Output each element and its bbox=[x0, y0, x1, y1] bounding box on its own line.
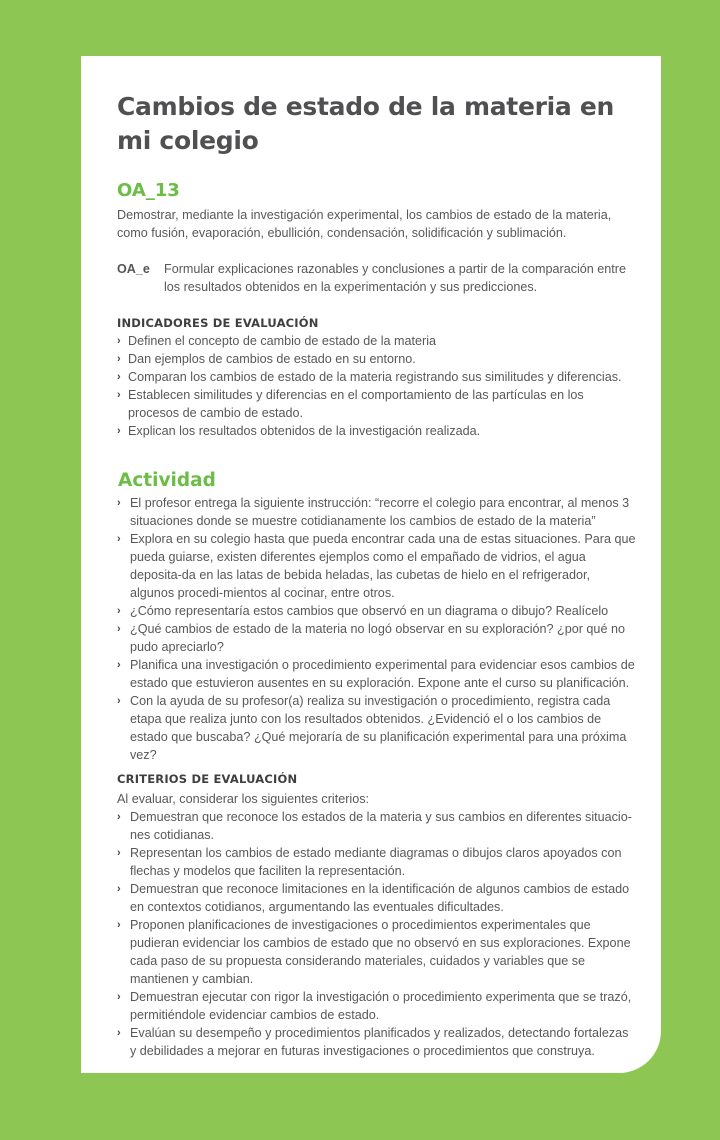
list-item: › El profesor entrega la siguiente instrucción: “recorre el colegio para encontrar, al menos 3 situaciones donde se muestre cotidianamente los cambios de estado de la materia” bbox=[117, 496, 630, 528]
objective-description: Demostrar, mediante la investigación experimental, los cambios de estado de la materia, como fusión, evaporación, ebullición, condensación, solidificación y sublimación. bbox=[117, 208, 612, 240]
list-item: › Explora en su colegio hasta que pueda encontrar cada una de estas situaciones. Para que pueda guiarse, existen diferentes ejemplos como el empañado de vidrios, el agua deposita-da en las latas de bebida heladas, las cubetas de hielo en el refrigerador, algunos procedi-mientos al cocinar, entre otros. bbox=[117, 532, 636, 600]
chevron-right-icon: › bbox=[117, 1027, 121, 1039]
list-item: › Explican los resultados obtenidos de la investigación realizada. bbox=[117, 424, 481, 438]
list-item: › ¿Cómo representaría estos cambios que observó en un diagrama o dibujo? Realícelo bbox=[117, 604, 609, 618]
chevron-right-icon: › bbox=[117, 991, 121, 1003]
list-item: › Demuestran que reconoce limitaciones en la identificación de algunos cambios de estado en contextos cotidianos, argumentando las eventuales dificultades. bbox=[117, 882, 630, 914]
list-item: › Definen el concepto de cambio de estado de la materia bbox=[117, 334, 437, 348]
chevron-right-icon: › bbox=[117, 811, 121, 823]
list-item: › Demuestran que reconoce los estados de la materia y sus cambios en diferentes situacio-nes cotidianas. bbox=[117, 810, 632, 842]
chevron-right-icon: › bbox=[117, 605, 121, 617]
criteria-heading: CRITERIOS DE EVALUACIÓN bbox=[117, 772, 298, 786]
chevron-right-icon: › bbox=[117, 497, 121, 509]
criteria-intro: Al evaluar, considerar los siguientes criterios: bbox=[117, 792, 369, 806]
list-item: › Establecen similitudes y diferencias en el comportamiento de las partículas en los procesos de cambio de estado. bbox=[117, 388, 584, 420]
chevron-right-icon: › bbox=[117, 353, 121, 365]
list-item: › Comparan los cambios de estado de la materia registrando sus similitudes y diferencias. bbox=[117, 370, 622, 384]
chevron-right-icon: › bbox=[117, 695, 121, 707]
list-item: › Dan ejemplos de cambios de estado en su entorno. bbox=[117, 352, 416, 366]
activity-list bbox=[117, 494, 637, 764]
list-item: › Evalúan su desempeño y procedimientos planificados y realizados, detectando fortalezas y debilidades a mejorar en futuras investigaciones o procedimientos que construya. bbox=[117, 1026, 629, 1058]
skill-objective bbox=[117, 260, 637, 296]
chevron-right-icon: › bbox=[117, 623, 121, 635]
chevron-right-icon: › bbox=[117, 335, 121, 347]
chevron-right-icon: › bbox=[117, 533, 121, 545]
list-item: › Proponen planificaciones de investigaciones o procedimientos experimentales que pudieran evidenciar los cambios de estado que no observó en sus exploraciones. Expone cada paso de su propuesta considerando materiales, cuidados y variables que se mantienen y cambian. bbox=[117, 918, 631, 986]
document-card bbox=[81, 56, 661, 1073]
list-item: › Con la ayuda de su profesor(a) realiza su investigación o procedimiento, registra cada etapa que realiza junto con los resultados obtenidos. ¿Evidenció el o los cambios de estado que buscaba? ¿Qué mejoraría de su planificación experimental para una próxima vez? bbox=[117, 694, 627, 762]
skill-code: OA_e bbox=[117, 262, 150, 276]
indicators-heading: INDICADORES DE EVALUACIÓN bbox=[117, 316, 319, 330]
indicators-list bbox=[117, 332, 637, 440]
chevron-right-icon: › bbox=[117, 883, 121, 895]
chevron-right-icon: › bbox=[117, 847, 121, 859]
page-title: Cambios de estado de la materia en mi colegio bbox=[117, 92, 615, 155]
chevron-right-icon: › bbox=[117, 389, 121, 401]
chevron-right-icon: › bbox=[117, 919, 121, 931]
list-item: › Representan los cambios de estado mediante diagramas o dibujos claros apoyados con flechas y modelos que faciliten la representación. bbox=[117, 846, 622, 878]
activity-heading: Actividad bbox=[118, 470, 216, 491]
chevron-right-icon: › bbox=[117, 371, 121, 383]
skill-description: Formular explicaciones razonables y conclusiones a partir de la comparación entre los resultados obtenidos en la experimentación y sus predicciones. bbox=[164, 262, 627, 294]
objective-code: OA_13 bbox=[117, 180, 180, 201]
list-item: › Demuestran ejecutar con rigor la investigación o procedimiento experimenta que se trazó, permitiéndole evidenciar cambios de estado. bbox=[117, 990, 632, 1022]
criteria-list bbox=[117, 808, 637, 1060]
chevron-right-icon: › bbox=[117, 425, 121, 437]
list-item: › ¿Qué cambios de estado de la materia no logó observar en su exploración? ¿por qué no pudo apreciarlo? bbox=[117, 622, 625, 654]
chevron-right-icon: › bbox=[117, 659, 121, 671]
list-item: › Planifica una investigación o procedimiento experimental para evidenciar esos cambios de estado que estuvieron ausentes en su exploración. Expone ante el curso su planificación. bbox=[117, 658, 635, 690]
